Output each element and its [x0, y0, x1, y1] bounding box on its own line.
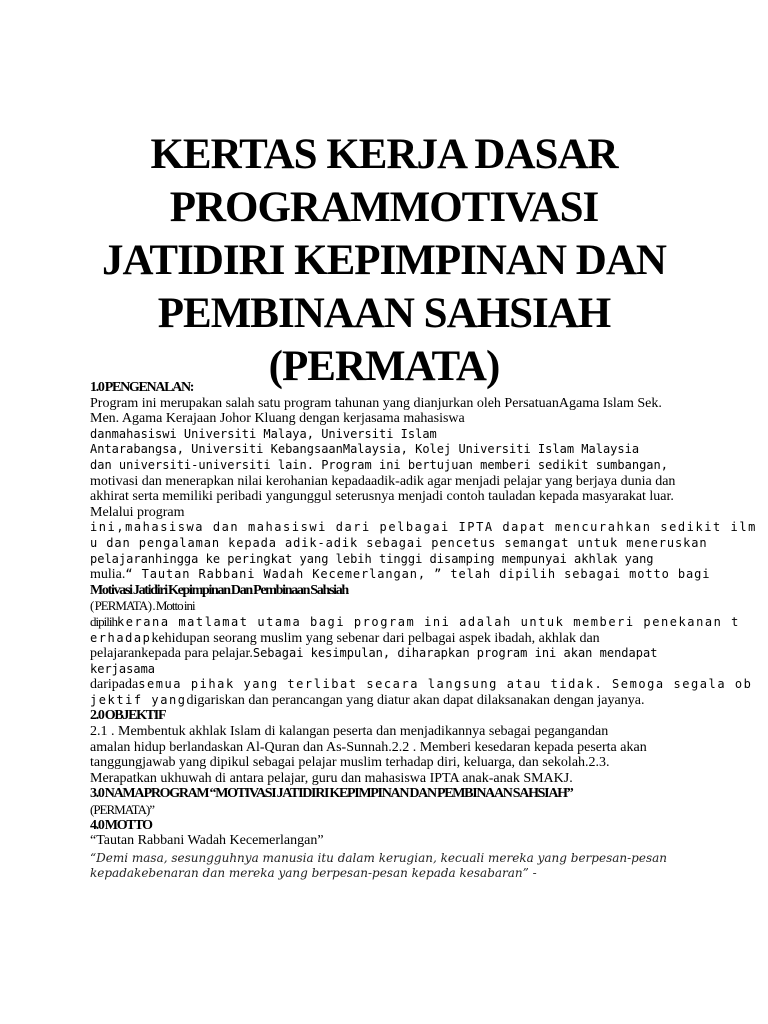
body-line: danmahasiswi Universiti Malaya, Universiti Islam [90, 426, 437, 441]
body-line: Melalui program [90, 504, 185, 520]
body-line: amalan hidup berlandaskan Al-Quran dan As-Sunnah.2.2 . Memberi kesedaran kepada peserta akan [90, 739, 647, 755]
body-line: Antarabangsa, Universiti KebangsaanMalaysia, Kolej Universiti Islam Malaysia [90, 442, 640, 457]
body-text: Sebagai kesimpulan, diharapkan program ini akan mendapat [252, 646, 658, 661]
body-line [90, 677, 753, 693]
body-line: (PERMATA)” [90, 802, 155, 818]
body-line [90, 567, 711, 583]
section-heading-motto: 4.0 MOTTO [90, 817, 152, 833]
title-line: PROGRAMMOTIVASI [169, 184, 599, 231]
body-text: daripada [90, 677, 139, 693]
section-heading-pengenalan: 1.0 PENGENALAN: [90, 380, 194, 395]
section-heading-objektif: 2.0 OBJEKTIF [90, 708, 166, 724]
body-line: 2.1 . Membentuk akhlak Islam di kalangan peserta dan menjadikannya sebagai pegangandan [90, 724, 609, 740]
title-line: (PERMATA) [268, 343, 500, 390]
body-line [90, 613, 740, 631]
title-line: JATIDIRI KEPIMPINAN DAN [102, 237, 666, 284]
body-line: Merapatkan ukhuwah di antara pelajar, guru dan mahasiswa IPTA anak-anak SMAKJ. [90, 770, 573, 786]
title-line: PEMBINAAN SAHSIAH [157, 290, 611, 337]
body-line: ini,mahasiswa dan mahasiswi dari pelbagai IPTA dapat mencurahkan sedikit ilm [90, 520, 757, 535]
body-line: tanggungjawab yang dipikul sebagai pelajar muslim terhadap diri, keluarga, dan sekolah.2.3. [90, 755, 610, 771]
body-line [90, 693, 690, 709]
body-text: kehidupan seorang muslim yang sebenar dari pelbagai aspek ibadah, akhlak dan [151, 630, 600, 646]
motto-text: “Tautan Rabbani Wadah Kecemerlangan” [90, 833, 324, 849]
body-text: semua pihak yang terlibat secara langsung atau tidak. Semoga segala ob [138, 677, 753, 692]
title-line: KERTAS KERJA DASAR [150, 131, 618, 178]
quote-line: kepadakebenaran dan mereka yang berpesan-pesan kepada kesabaran” - [90, 866, 537, 881]
body-line: Men. Agama Kerajaan Johor Kluang dengan kerjasama mahasiswa [90, 411, 465, 427]
body-line [90, 631, 690, 647]
body-text: erhadap [90, 630, 152, 645]
body-line: u dan pengalaman kepada adik-adik sebagai pencetus semangat untuk meneruskan [90, 535, 708, 550]
body-line [90, 646, 690, 662]
body-text: jektif yang [90, 692, 187, 707]
body-line: ( PERMATA ) . Motto ini [90, 598, 195, 614]
body-text: “ Tautan Rabbani Wadah Kecemerlangan, ” telah dipilih sebagai motto bagi [125, 567, 711, 582]
body-text: digariskan dan perancangan yang diatur akan dapat dilaksanakan dengan jayanya. [186, 692, 645, 708]
body-bold-line: Motivasi Jatidiri Kepimpinan Dan Pembinaan Sahsiah [90, 582, 348, 598]
document-body [90, 380, 757, 882]
body-line: motivasi dan menerapkan nilai kerohanian kepadaadik-adik agar menjadi pelajar yang berjaya dunia dan [90, 473, 676, 489]
quote-line: “Demi masa, sesungguhnya manusia itu dalam kerugian, kecuali mereka yang berpesan-pesan [90, 850, 667, 865]
body-text: dipilih [90, 613, 117, 629]
body-text: kerana matlamat utama bagi program ini adalah untuk memberi penekanan t [116, 614, 740, 629]
section-heading-nama-program: 3.0 NAMA PROGRAM “MOTIVASI JATIDIRI KEPIMPINAN DAN PEMBINAAN SAHSIAH” [90, 786, 573, 802]
body-line: Program ini merupakan salah satu program tahunan yang dianjurkan oleh PersatuanAgama Islam Sek. [90, 395, 662, 411]
body-line: pelajaranhingga ke peringkat yang lebih tinggi disamping mempunyai akhlak yang [90, 551, 654, 566]
body-line: dan universiti-universiti lain. Program ini bertujuan memberi sedikit sumbangan, [90, 457, 668, 472]
body-text: pelajarankepada para pelajar. [90, 646, 253, 662]
body-line: akhirat serta memiliki peribadi yangunggul seterusnya menjadi contoh tauladan kepada masyarakat luar. [90, 489, 674, 505]
body-text: mulia. [90, 567, 126, 583]
body-line: kerjasama [90, 661, 156, 676]
document-title [60, 128, 708, 393]
